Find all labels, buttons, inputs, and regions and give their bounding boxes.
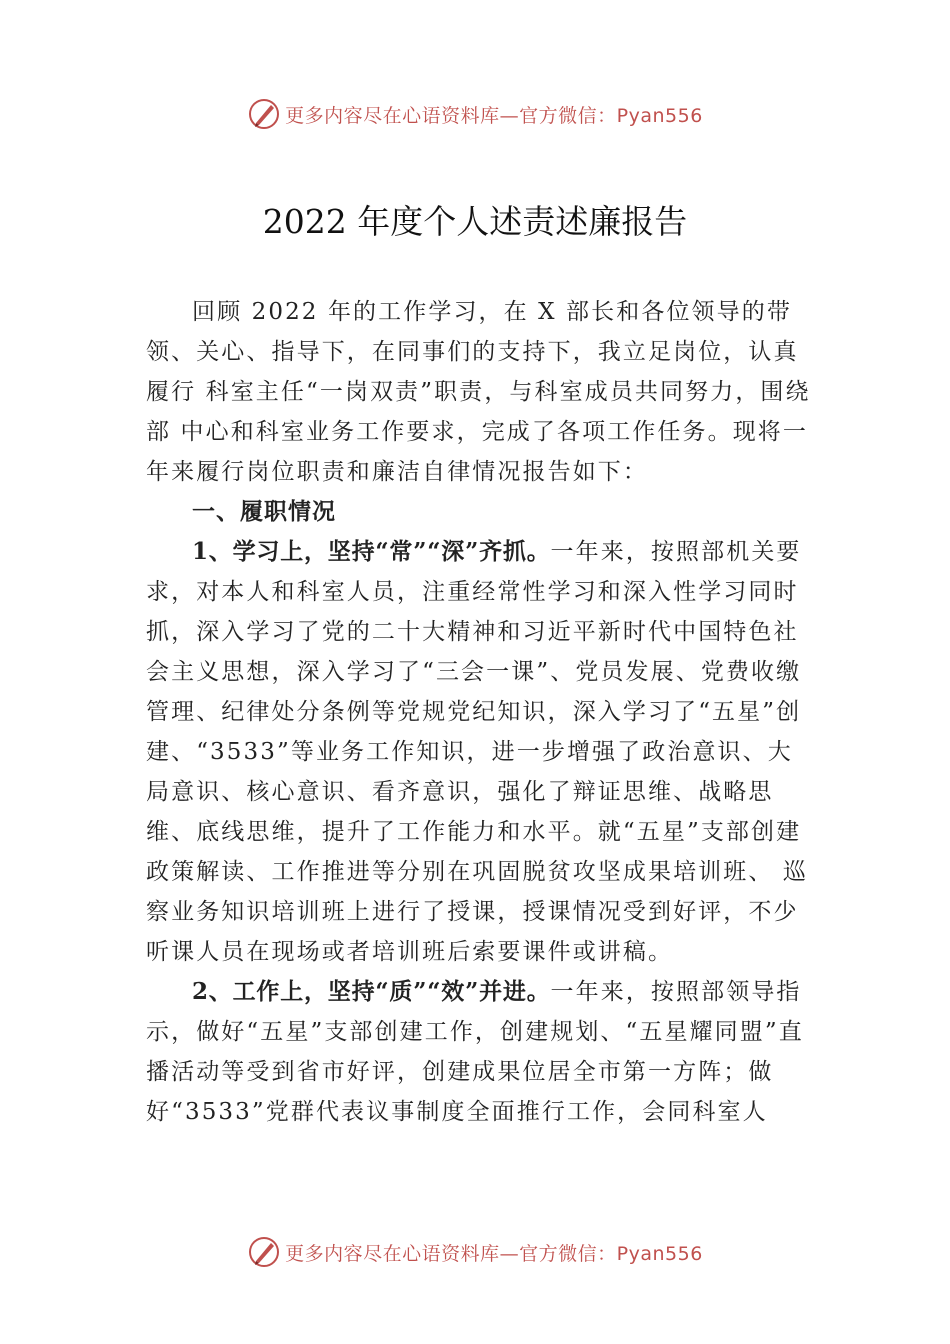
intro-paragraph: 回顾 2022 年的工作学习，在 X 部长和各位领导的带领、关心、指导下，在同事们的支持下，我立足岗位，认真履行 科室主任“一岗双责”职责，与科室成员共同努力，围绕部 中心和科室业务工作要求，完成了各项工作任务。现将一年来履行岗位职责和廉洁自律情况报告如下： <box>146 299 811 485</box>
watermark-text: 更多内容尽在心语资料库—官方微信：Pyan556 <box>285 104 703 127</box>
quill-pen-logo-icon <box>247 1235 281 1269</box>
document-body <box>146 292 814 1132</box>
item-body-1: 一年来，按照部机关要求，对本人和科室人员，注重经常性学习和深入性学习同时抓，深入学习了党的二十大精神和习近平新时代中国特色社会主义思想，深入学习了“三会一课”、党员发展、党费收缴管理、纪律处分条例等党规党纪知识，深入学习了“五星”创建、“3533”等业务工作知识，进一步增强了政治意识、大局意识、核心意识、看齐意识，强化了辩证思维、战略思维、底线思维，提升了工作能力和水平。就“五星”支部创建政策解读、工作推进等分别在巩固脱贫攻坚成果培训班、 巡察业务知识培训班上进行了授课，授课情况受到好评，不少听课人员在现场或者培训班后索要课件或讲稿。 <box>146 539 809 965</box>
item-body-2: 一年来，按照部领导指示，做好“五星”支部创建工作，创建规划、“五星耀同盟”直播活动等受到省市好评，创建成果位居全市第一方阵；做好“3533”党群代表议事制度全面推行工作，会同科室人 <box>146 979 804 1125</box>
quill-pen-logo-icon <box>247 97 281 131</box>
item-lead-1: 1、学习上，坚持“常”“深”齐抓。 <box>192 538 551 565</box>
watermark-text: 更多内容尽在心语资料库—官方微信：Pyan556 <box>285 1242 703 1265</box>
item-paragraph-1 <box>146 532 814 972</box>
header-watermark-banner <box>0 94 950 134</box>
section-heading: 一、履职情况 <box>192 498 336 525</box>
document-title: 2022 年度个人述责述廉报告 <box>262 202 688 241</box>
item-paragraph-2 <box>146 972 814 1132</box>
item-lead-2: 2、工作上，坚持“质”“效”并进。 <box>192 978 551 1005</box>
footer-watermark-banner <box>0 1232 950 1272</box>
